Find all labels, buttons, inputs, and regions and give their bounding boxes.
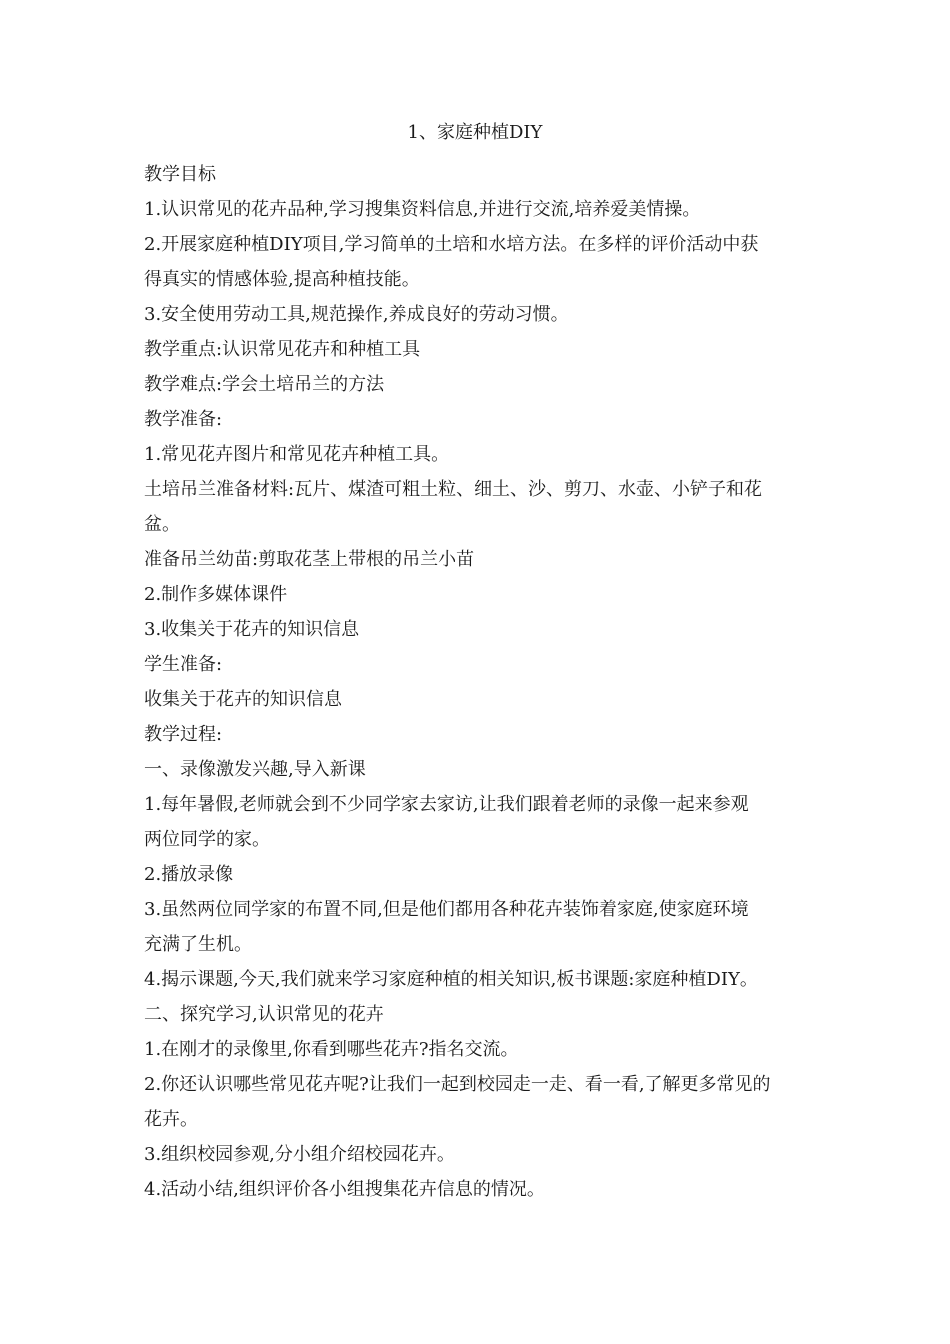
- paragraph: 收集关于花卉的知识信息: [144, 689, 342, 710]
- document-body: [144, 157, 816, 1207]
- paragraph: 学生准备:: [144, 654, 223, 675]
- paragraph: 1.认识常见的花卉品种,学习搜集资料信息,并进行交流,培养爱美情操。: [144, 199, 701, 220]
- paragraph: 教学准备:: [144, 409, 223, 430]
- paragraph: 教学过程:: [144, 724, 223, 745]
- paragraph: 两位同学的家。: [144, 829, 270, 850]
- paragraph: 4.活动小结,组织评价各小组搜集花卉信息的情况。: [144, 1179, 545, 1200]
- paragraph: 3.收集关于花卉的知识信息: [144, 619, 360, 640]
- paragraph: 2.开展家庭种植DIY项目,学习简单的土培和水培方法。在多样的评价活动中获: [144, 234, 759, 255]
- paragraph: 3.安全使用劳动工具,规范操作,养成良好的劳动习惯。: [144, 304, 569, 325]
- paragraph: 3.组织校园参观,分小组介绍校园花卉。: [144, 1144, 455, 1165]
- paragraph: 准备吊兰幼苗:剪取花茎上带根的吊兰小苗: [144, 549, 475, 570]
- paragraph: 教学难点:学会土培吊兰的方法: [144, 374, 385, 395]
- paragraph: 2.播放录像: [144, 864, 234, 885]
- paragraph: 2.制作多媒体课件: [144, 584, 288, 605]
- paragraph: 盆。: [144, 514, 180, 535]
- paragraph: 一、录像激发兴趣,导入新课: [144, 759, 366, 780]
- document-title: 1、家庭种植DIY: [407, 122, 543, 143]
- paragraph: 教学重点:认识常见花卉和种植工具: [144, 339, 421, 360]
- paragraph: 3.虽然两位同学家的布置不同,但是他们都用各种花卉装饰着家庭,使家庭环境: [144, 899, 749, 920]
- paragraph: 得真实的情感体验,提高种植技能。: [144, 269, 420, 290]
- paragraph: 1.在刚才的录像里,你看到哪些花卉?指名交流。: [144, 1039, 519, 1060]
- paragraph: 1.常见花卉图片和常见花卉种植工具。: [144, 444, 450, 465]
- paragraph: 1.每年暑假,老师就会到不少同学家去家访,让我们跟着老师的录像一起来参观: [144, 794, 749, 815]
- paragraph: 二、探究学习,认识常见的花卉: [144, 1004, 384, 1025]
- paragraph: 花卉。: [144, 1109, 198, 1130]
- paragraph: 土培吊兰准备材料:瓦片、煤渣可粗土粒、细土、沙、剪刀、水壶、小铲子和花: [144, 479, 763, 500]
- paragraph: 4.揭示课题,今天,我们就来学习家庭种植的相关知识,板书课题:家庭种植DIY。: [144, 969, 758, 990]
- paragraph: 2.你还认识哪些常见花卉呢?让我们一起到校园走一走、看一看,了解更多常见的: [144, 1074, 771, 1095]
- paragraph: 充满了生机。: [144, 934, 252, 955]
- paragraph: 教学目标: [144, 164, 216, 185]
